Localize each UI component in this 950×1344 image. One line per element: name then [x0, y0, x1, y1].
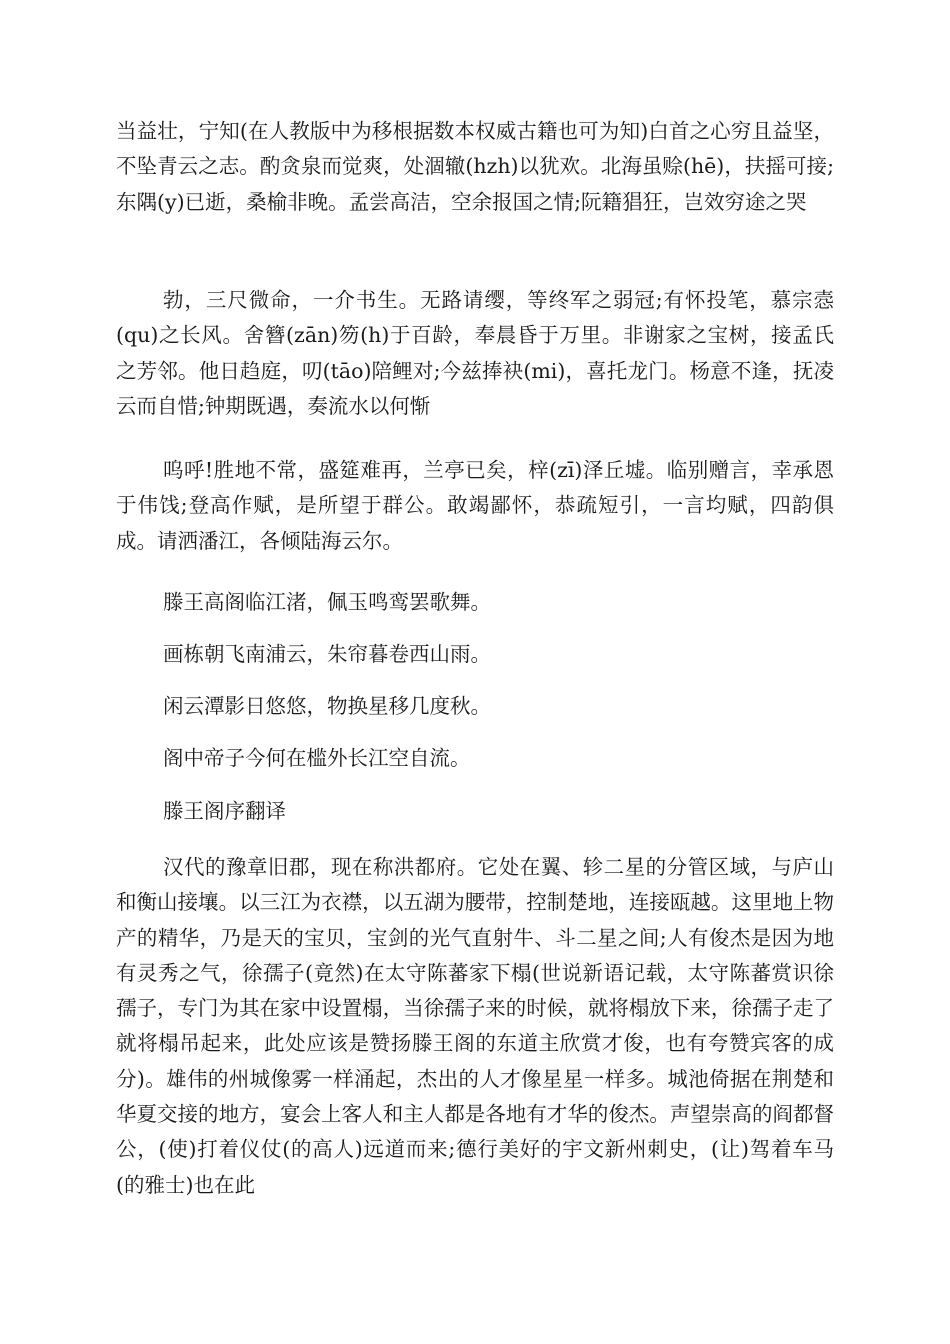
poem-line-3: 闲云潭影日悠悠，物换星移几度秋。: [163, 694, 491, 718]
poem-line-1: 滕王高阁临江渚，佩玉鸣鸾罢歌舞。: [163, 590, 491, 614]
poem-line-4: 阁中帝子今何在槛外长江空自流。: [163, 746, 471, 770]
poem-line-2: 画栋朝飞南浦云，朱帘暮卷西山雨。: [163, 642, 491, 666]
paragraph-translation: 汉代的豫章旧郡，现在称洪都府。它处在翼、轸二星的分管区域，与庐山和衡山接壤。以三江为衣襟，以五湖为腰带，控制楚地，连接瓯越。这里地上物产的精华，乃是天的宝贝，宝剑的光气直射牛、斗二星之间;人有俊杰是因为地有灵秀之气，徐孺子(竟然)在太守陈蕃家下榻(世说新语记载，太守陈蕃赏识徐孺子，专门为其在家中设置榻，当徐孺子来的时候，就将榻放下来，徐孺子走了就将榻吊起来，此处应该是赞扬滕王阁的东道主欣赏才俊，也有夸赞宾客的成分)。雄伟的州城像雾一样涌起，杰出的人才像星星一样多。城池倚据在荆楚和华夏交接的地方，宴会上客人和主人都是各地有才华的俊杰。声望崇高的阎都督公，(使)打着仪仗(的高人)远道而来;德行美好的宇文新州刺史，(让)驾着车马(的雅士)也在此: [116, 855, 834, 1197]
paragraph-continuation: 当益壮，宁知(在人教版中为移根据数本权威古籍也可为知)白首之心穷且益坚，不坠青云之志。酌贪泉而觉爽，处涸辙(hzh)以犹欢。北海虽赊(hē)，扶摇可接;东隅(y)已逝，桑榆非晚。孟尝高洁，空余报国之情;阮籍猖狂，岂效穷途之哭: [116, 119, 834, 214]
section-heading-translation: 滕王阁序翻译: [163, 799, 286, 823]
paragraph-farewell: 呜呼!胜地不常，盛筵难再，兰亭已矣，梓(zī)泽丘墟。临别赠言，幸承恩于伟饯;登高作赋，是所望于群公。敢竭鄙怀，恭疏短引，一言均赋，四韵俱成。请洒潘江，各倾陆海云尔。: [116, 458, 834, 553]
paragraph-bo-self-intro: 勃，三尺微命，一介书生。无路请缨，等终军之弱冠;有怀投笔，慕宗悫(qu)之长风。舍簪(zān)笏(h)于百龄，奉晨昏于万里。非谢家之宝树，接孟氏之芳邻。他日趋庭，叨(tāo)陪鲤对;今兹捧袂(mi)，喜托龙门。杨意不逢，抚凌云而自惜;钟期既遇，奏流水以何惭: [116, 288, 834, 418]
